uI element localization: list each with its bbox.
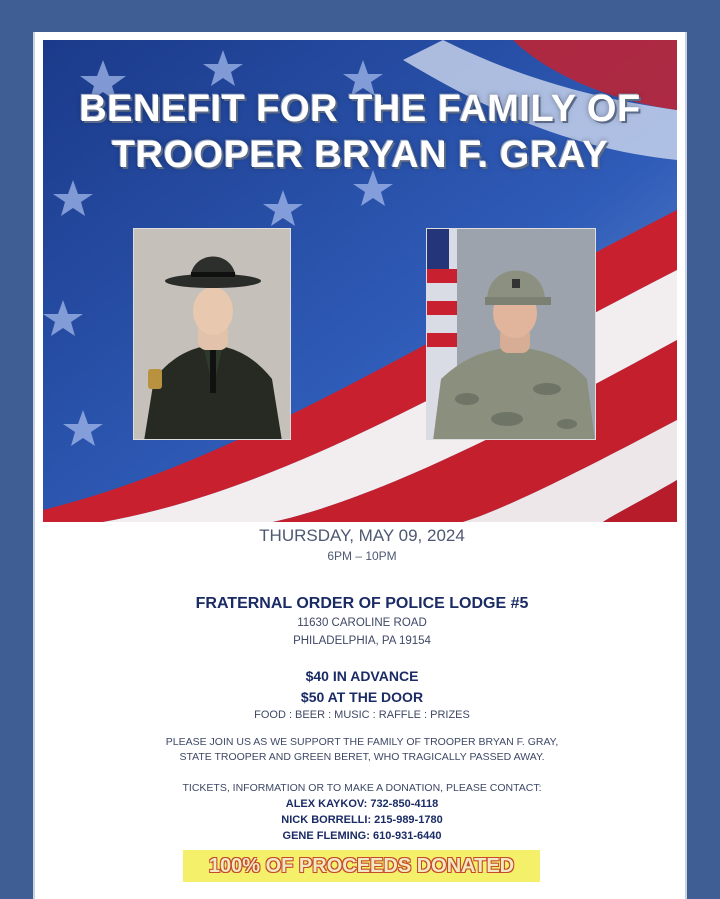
contact-nick-borrelli: NICK BORRELLI: 215-989-1780 <box>281 814 443 826</box>
venue-city: PHILADELPHIA, PA 19154 <box>293 635 431 647</box>
trooper-portrait-photo <box>133 228 291 440</box>
contact-gene-fleming: GENE FLEMING: 610-931-6440 <box>282 830 442 842</box>
flag-banner <box>43 40 677 522</box>
event-features: FOOD : BEER : MUSIC : RAFFLE : PRIZES <box>254 709 470 721</box>
message-line-1: PLEASE JOIN US AS WE SUPPORT THE FAMILY OF TROOPER BRYAN F. GRAY, <box>165 736 559 748</box>
venue-name: FRATERNAL ORDER OF POLICE LODGE #5 <box>195 595 529 612</box>
title-line-1: BENEFIT FOR THE FAMILY OF <box>79 88 641 130</box>
venue-street: 11630 CAROLINE ROAD <box>297 617 427 629</box>
flyer-page <box>33 32 687 899</box>
price-door: $50 AT THE DOOR <box>300 689 424 705</box>
contact-heading: TICKETS, INFORMATION OR TO MAKE A DONATION, PLEASE CONTACT: <box>182 782 542 794</box>
event-time: 6PM – 10PM <box>327 549 397 563</box>
title-line-2: TROOPER BRYAN F. GRAY <box>111 134 609 176</box>
price-advance: $40 IN ADVANCE <box>305 668 419 684</box>
event-date: THURSDAY, MAY 09, 2024 <box>259 526 465 545</box>
soldier-portrait-photo <box>426 228 596 440</box>
contact-alex-kaykov: ALEX KAYKOV: 732-850-4118 <box>285 798 439 810</box>
message-line-2: STATE TROOPER AND GREEN BERET, WHO TRAGICALLY PASSED AWAY. <box>179 751 545 763</box>
proceeds-donated-banner: 100% OF PROCEEDS DONATED <box>183 850 540 882</box>
